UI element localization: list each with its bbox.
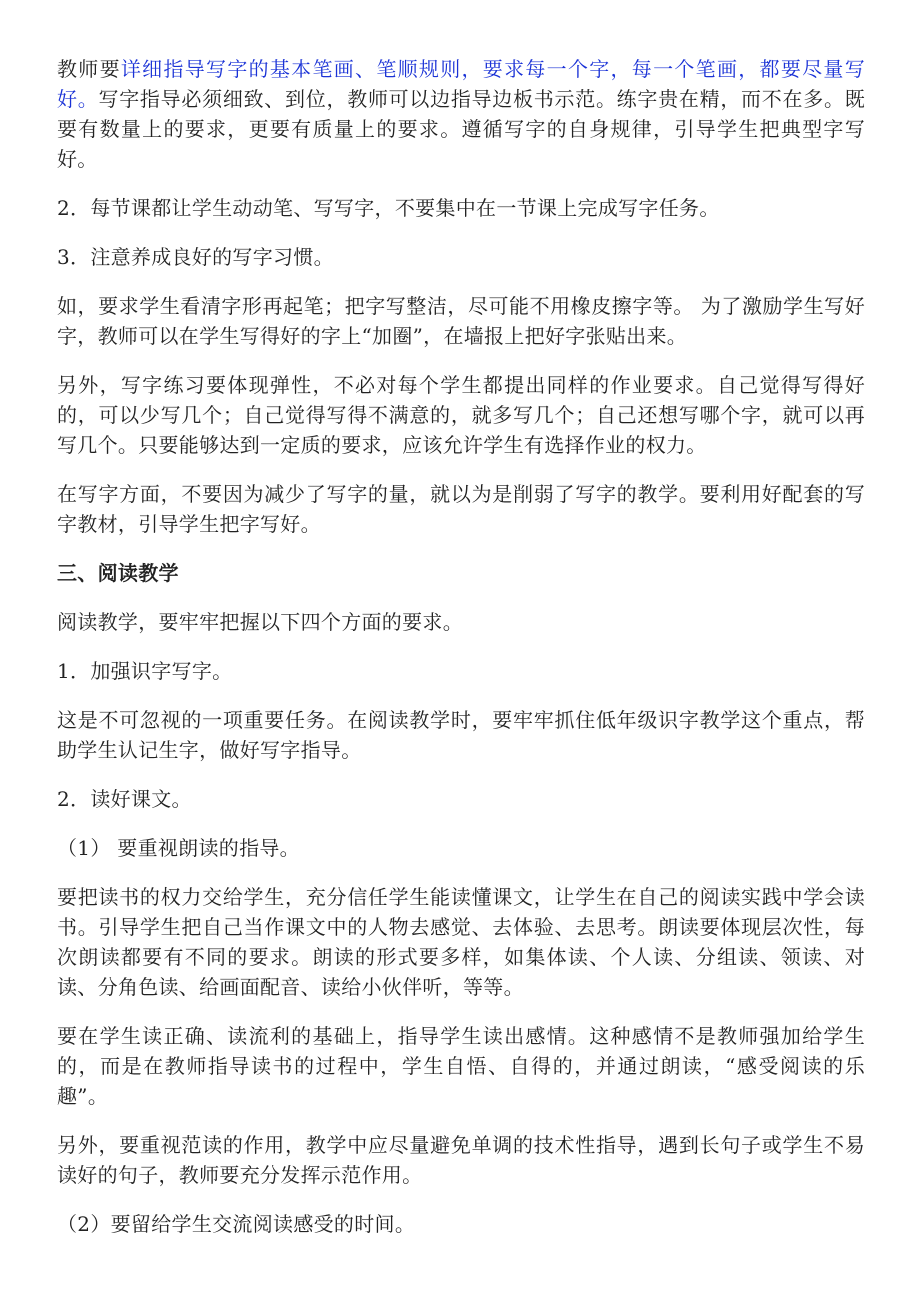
highlighted-text: 详细指导写字的基本笔画、笔顺规则，要求每一个字，每一个笔画，都要尽量写好。 <box>57 57 866 111</box>
paragraph-lead-text: 教师要 <box>57 57 121 81</box>
paragraph-flexibility: 另外，写字练习要体现弹性，不必对每个学生都提出同样的作业要求。自己觉得写得好的，可以少写几个；自己觉得写得不满意的，就多写几个；自己还想写哪个字，就可以再写几个。只要能够达到一定质的要求，应该允许学生有选择作业的权力。 <box>57 373 865 457</box>
list-item-2-reading: 2．读好课文。 <box>57 787 192 811</box>
section-heading-reading: 三、阅读教学 <box>57 561 179 585</box>
paragraph-example: 如，要求学生看清字形再起笔；把字写整洁，尽可能不用橡皮擦字等。 为了激励学生写好字，教师可以在学生写得好的字上“加圈”，在墙报上把好字张贴出来。 <box>57 294 865 348</box>
paragraph-reading-power: 要把读书的权力交给学生，充分信任学生能读懂课文，让学生在自己的阅读实践中学会读书。引导学生把自己当作课文中的人物去感觉、去体验、去思考。朗读要体现层次性，每次朗读都要有不同的要求。朗读的形式要多样，如集体读、个人读、分组读、领读、对读、分角色读、给画面配音、读给小伙伴听，等等。 <box>57 885 865 999</box>
list-item-1-literacy: 1．加强识字写字。 <box>57 659 233 683</box>
paragraph-literacy: 这是不可忽视的一项重要任务。在阅读教学时，要牢牢抓住低年级识字教学这个重点，帮助学生认记生字，做好写字指导。 <box>57 708 865 762</box>
sub-item-1-reading-aloud: （1） 要重视朗读的指导。 <box>57 836 300 860</box>
sub-item-2-sharing: （2）要留给学生交流阅读感受的时间。 <box>57 1212 416 1236</box>
list-item-3: 3．注意养成良好的写字习惯。 <box>57 245 334 269</box>
paragraph-writing-teaching: 在写字方面，不要因为减少了写字的量，就以为是削弱了写字的教学。要利用好配套的写字教材，引导学生把字写好。 <box>57 482 865 536</box>
paragraph-writing-guidance <box>57 54 865 174</box>
paragraph-reading-intro: 阅读教学，要牢牢把握以下四个方面的要求。 <box>57 610 463 634</box>
list-item-2: 2．每节课都让学生动动笔、写写字，不要集中在一节课上完成写字任务。 <box>57 196 720 220</box>
paragraph-emotion: 要在学生读正确、读流利的基础上，指导学生读出感情。这种感情不是教师强加给学生的，而是在教师指导读书的过程中，学生自悟、自得的，并通过朗读，“感受阅读的乐趣”。 <box>57 1024 865 1108</box>
paragraph-body-text: 写字指导必须细致、到位，教师可以边指导边板书示范。练字贵在精，而不在多。既要有数量上的要求，更要有质量上的要求。遵循写字的自身规律，引导学生把典型字写好。 <box>57 87 865 171</box>
paragraph-model-reading: 另外，要重视范读的作用，教学中应尽量避免单调的技术性指导，遇到长句子或学生不易读好的句子，教师要充分发挥示范作用。 <box>57 1133 865 1187</box>
